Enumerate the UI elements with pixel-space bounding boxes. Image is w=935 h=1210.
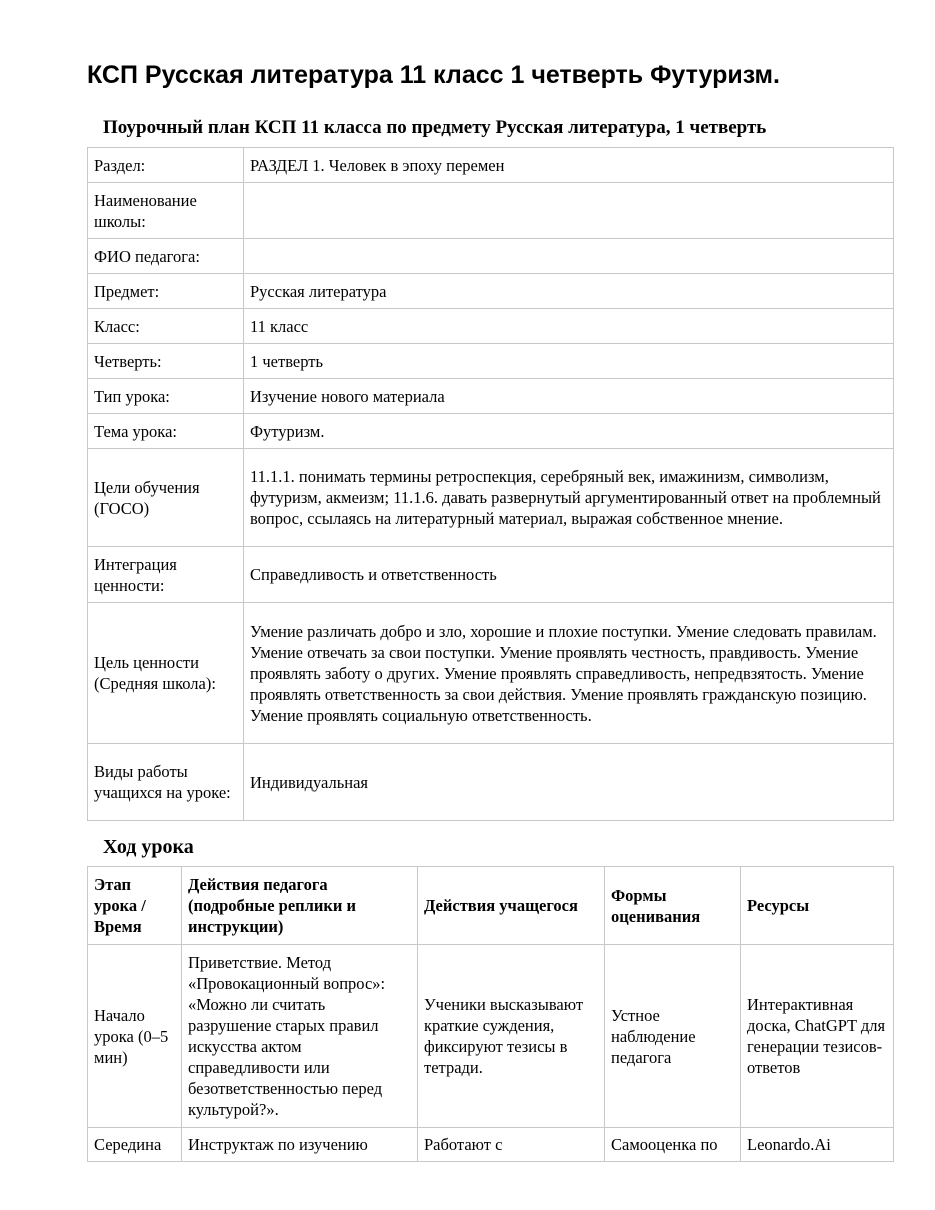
lesson-header-row (88, 867, 894, 945)
info-value: Русская литература (244, 274, 894, 309)
info-row-work-types (88, 744, 894, 821)
cell-assessment: Самооценка по (605, 1128, 741, 1162)
lesson-row-middle (88, 1128, 894, 1162)
info-label: Предмет: (88, 274, 244, 309)
lesson-flow-table (87, 866, 894, 1162)
info-label: ФИО педагога: (88, 239, 244, 274)
header-assessment: Формы оценивания (605, 867, 741, 945)
lesson-info-table (87, 147, 894, 821)
document-title: КСП Русская литература 11 класс 1 четверть Футуризм. (87, 61, 780, 89)
header-teacher-actions: Действия педагога (подробные реплики и инструкции) (182, 867, 418, 945)
info-row-lesson-type (88, 379, 894, 414)
info-label: Раздел: (88, 148, 244, 183)
info-label: Цель ценности (Средняя школа): (88, 603, 244, 744)
info-row-section (88, 148, 894, 183)
info-value: Умение различать добро и зло, хорошие и плохие поступки. Умение следовать правилам. Умение отвечать за свои поступки. Умение проявлять честность, правдивость. Умение проявлять заботу о других. Умение проявлять справедливость, непредвзятость. Умение проявлять ответственность за свои действия. Умение проявлять гражданскую позицию. Умение проявлять социальную ответственность. (244, 603, 894, 744)
info-label: Тема урока: (88, 414, 244, 449)
info-value: 11.1.1. понимать термины ретроспекция, серебряный век, имажинизм, символизм, футуризм, акмеизм; 11.1.6. давать развернутый аргументированный ответ на проблемный вопрос, ссылаясь на литературный материал, выражая собственное мнение. (244, 449, 894, 547)
cell-student-actions: Работают с (418, 1128, 605, 1162)
cell-teacher-actions: Приветствие. Метод «Провокационный вопрос»: «Можно ли считать разрушение старых правил искусства актом справедливости или безответственностью перед культурой?». (182, 945, 418, 1128)
document-subtitle: Поурочный план КСП 11 класса по предмету Русская литература, 1 четверть (103, 117, 767, 138)
info-row-teacher (88, 239, 894, 274)
lesson-row-start (88, 945, 894, 1128)
info-value: Футуризм. (244, 414, 894, 449)
info-row-goals (88, 449, 894, 547)
cell-resources: Интерактивная доска, ChatGPT для генерации тезисов-ответов (741, 945, 894, 1128)
info-row-value-goal (88, 603, 894, 744)
info-label: Цели обучения (ГОСО) (88, 449, 244, 547)
cell-assessment: Устное наблюдение педагога (605, 945, 741, 1128)
info-value (244, 183, 894, 239)
info-row-subject (88, 274, 894, 309)
info-label: Наименование школы: (88, 183, 244, 239)
info-label: Интеграция ценности: (88, 547, 244, 603)
header-resources: Ресурсы (741, 867, 894, 945)
info-value: Индивидуальная (244, 744, 894, 821)
info-label: Виды работы учащихся на уроке: (88, 744, 244, 821)
info-value: 1 четверть (244, 344, 894, 379)
info-value (244, 239, 894, 274)
info-row-topic (88, 414, 894, 449)
cell-stage: Начало урока (0–5 мин) (88, 945, 182, 1128)
info-row-grade (88, 309, 894, 344)
cell-stage: Середина (88, 1128, 182, 1162)
info-label: Тип урока: (88, 379, 244, 414)
info-value: Изучение нового материала (244, 379, 894, 414)
info-value: 11 класс (244, 309, 894, 344)
cell-teacher-actions: Инструктаж по изучению (182, 1128, 418, 1162)
header-student-actions: Действия учащегося (418, 867, 605, 945)
info-value: Справедливость и ответственность (244, 547, 894, 603)
info-value: РАЗДЕЛ 1. Человек в эпоху перемен (244, 148, 894, 183)
info-row-quarter (88, 344, 894, 379)
cell-resources: Leonardo.Ai (741, 1128, 894, 1162)
info-row-values (88, 547, 894, 603)
info-label: Класс: (88, 309, 244, 344)
lesson-flow-heading: Ход урока (103, 836, 194, 858)
info-label: Четверть: (88, 344, 244, 379)
header-stage: Этап урока / Время (88, 867, 182, 945)
cell-student-actions: Ученики высказывают краткие суждения, фиксируют тезисы в тетради. (418, 945, 605, 1128)
info-row-school (88, 183, 894, 239)
